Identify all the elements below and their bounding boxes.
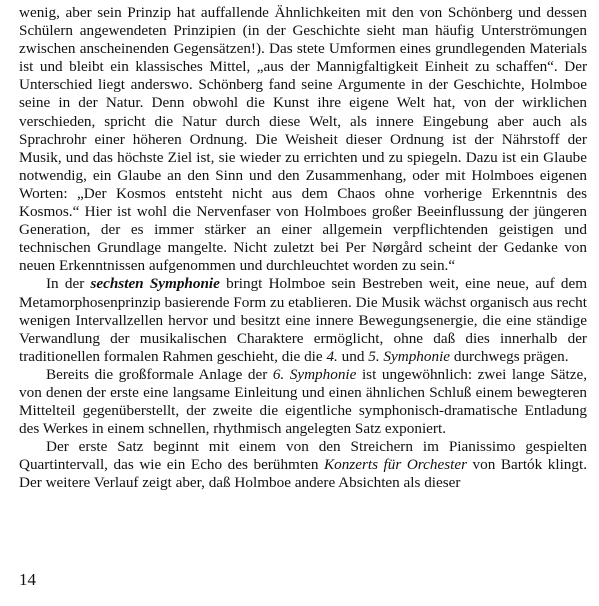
page-body xyxy=(19,4,587,493)
ref-konzert-fuer-orchester: Konzerts für Orchester xyxy=(323,456,467,474)
paragraph-3 xyxy=(19,366,587,438)
paragraph-1-text: wenig, aber sein Prinzip hat auffallende Ähnlichkeiten mit den von Schönberg und dessen Schülern angewendeten Prinzipien (in der Geschichte sieht man häufig Unterströmungen zwischen anscheinenden Gegensätzen!). Das stete Umformen eines grundlegenden Materials ist und bleibt ein klassisches Mittel, „aus der Mannigfaltigkeit Einheit zu schaffen“. Der Unterschied liegt anderswo. Schönberg fand seine Argumente in der Geschichte, Holmboe seine in der Natur. Denn obwohl die Kunst ihre eigene Welt hat, von der wirklichen verschieden, spricht die Natur durch diese Welt, als innere Eingebung aber auch als Sprachrohr einer höheren Ordnung. Die Weisheit dieser Ordnung ist der Nährstoff der Musik, und das höchste Ziel ist, sie wieder zu errichten und zu spiegeln. Dazu ist ein Glaube notwendig, ein Glaube an den Sinn und den Zusammenhang, oder mit Holmboes eigenen Worten: „Der Kosmos entsteht nicht aus dem Chaos ohne vorherige Erkenntnis des Kosmos.“ Hier ist wohl die Nervenfaser von Holmboes großer Beeinflussung der jüngeren Generation, der es immer stärker an einer allgemein verpflichtenden geistigen und technischen Grundlage mangelte. Nicht zuletzt bei Per Nørgård scheint der Gedanke von neuen Erkenntnissen aufgenommen und durchleuchtet worden zu sein.“ xyxy=(19,4,587,275)
paragraph-3-text-a: Bereits die großformale Anlage der xyxy=(46,365,273,383)
paragraph-3-text-b: ist ungewöhnlich: zwei lange Sätze, von denen der erste eine langsame Einleitung und einen ähnlichen Schluß einem bewegteren Mittelteil gegenüberstellt, der zweite die eigentliche symphonisch-dramatische Entladung des Werkes in einem schnellen, rhythmisch angelegten Satz exponiert. xyxy=(19,365,588,438)
paragraph-4 xyxy=(19,438,587,492)
paragraph-4-text-b: von Bartók klingt. Der weitere Verlauf zeigt aber, daß Holmboe andere Absichten als dieser xyxy=(19,456,588,492)
ref-4: 4. xyxy=(326,347,338,365)
page-number: 14 xyxy=(19,570,36,589)
ref-6-symphonie: 6. Symphonie xyxy=(272,365,357,383)
paragraph-1 xyxy=(19,4,587,275)
paragraph-2-text-c: und xyxy=(337,347,369,365)
paragraph-2-text-d: durchwegs prägen. xyxy=(450,347,569,365)
paragraph-4-text-a: Der erste Satz beginnt mit einem von den Streichern im Pianissimo gespielten Quartintervall, das wie ein Echo des berühmten xyxy=(19,438,587,474)
title-sechsten-symphonie: sechsten Symphonie xyxy=(90,275,220,293)
paragraph-2-text-a: In der xyxy=(46,275,91,293)
paragraph-2 xyxy=(19,275,587,365)
paragraph-2-text-b: bringt Holmboe sein Bestreben weit, eine neue, auf dem Metamorphosenprinzip basierende Form zu etablieren. Die Musik wächst organisch aus recht wenigen Intervallzellen hervor und besitzt eine innere Bewegungsenergie, die eine ständige Verwandlung der musikalischen Charaktere ermöglicht, ohne daß dies innerhalb der traditionellen formalen Rahmen geschieht, die die xyxy=(19,275,588,365)
ref-5-symphonie: 5. Symphonie xyxy=(368,347,451,365)
